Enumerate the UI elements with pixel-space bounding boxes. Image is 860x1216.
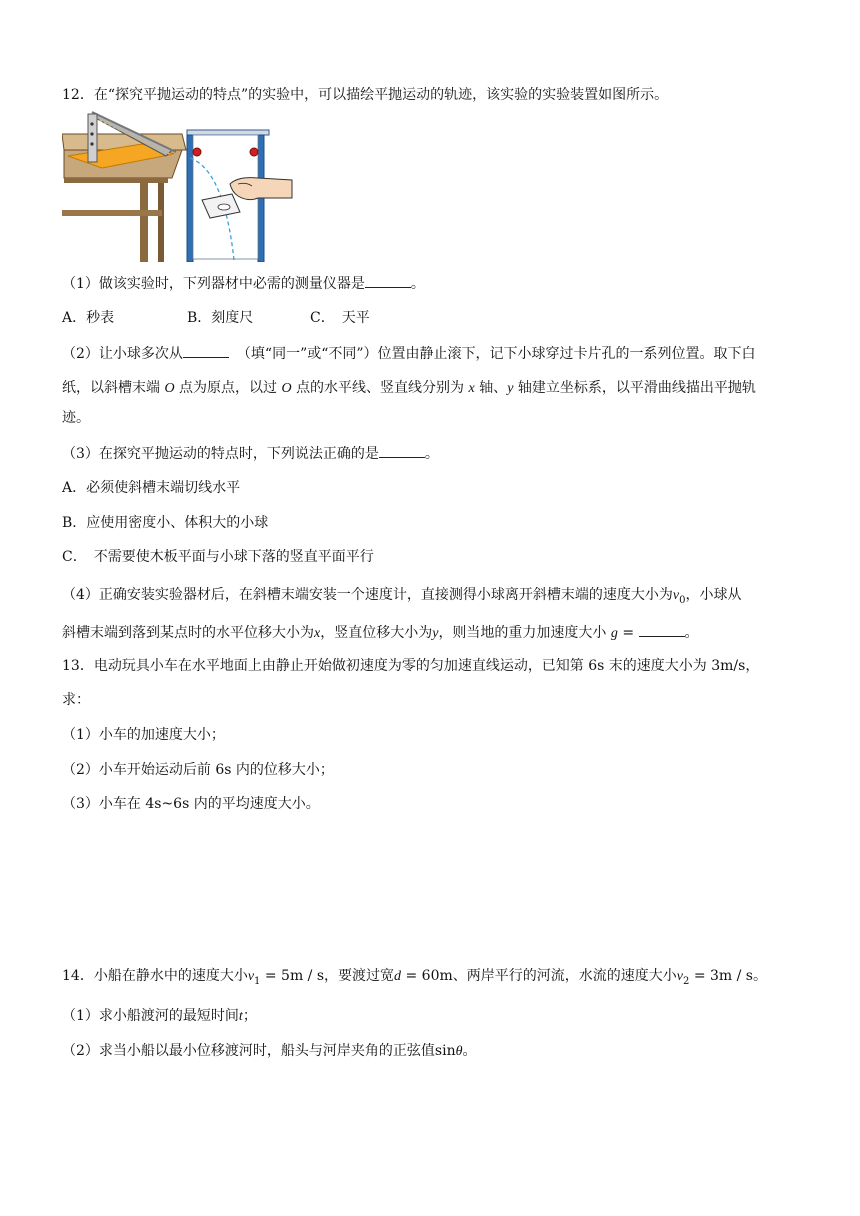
answer-blank[interactable] xyxy=(379,443,425,458)
q13-stem-line1: 13．电动玩具小车在水平地面上由静止开始做初速度为零的匀加速直线运动，已知第 6s 末的速度大小为 3m/s， xyxy=(62,658,760,674)
q12-p3-option-c: C． 不需要使木板平面与小球下落的竖直平面平行 xyxy=(62,549,374,565)
answer-blank[interactable] xyxy=(183,343,229,358)
q12-stem: 12．在“探究平抛运动的特点”的实验中，可以描绘平抛运动的轨迹，该实验的实验装置如图所示。 xyxy=(62,87,669,103)
q13-part3: （3）小车在 4s~6s 内的平均速度大小。 xyxy=(62,796,320,812)
q12-part2-line1: （2）让小球多次从 （填“同一”或“不同”）位置由静止滚下，记下小球穿过卡片孔的一系列位置。取下白 xyxy=(62,343,756,364)
apparatus-figure xyxy=(62,110,294,262)
q12-p1-option-b: B．刻度尺 xyxy=(187,310,254,326)
answer-blank[interactable] xyxy=(365,273,411,288)
q12-p1-option-c: C． 天平 xyxy=(310,310,370,326)
q12-part3: （3）在探究平抛运动的特点时，下列说法正确的是 。 xyxy=(62,443,439,464)
q12-part2-line3: 迹。 xyxy=(62,410,90,426)
q13-part2: （2）小车开始运动后前 6s 内的位移大小； xyxy=(62,762,334,778)
q12-p3-option-b: B．应使用密度小、体积大的小球 xyxy=(62,515,269,531)
q12-part2-line2: 纸，以斜槽末端 O 点为原点，以过 O 点的水平线、竖直线分别为 x 轴、y 轴建立坐标系，以平滑曲线描出平抛轨 xyxy=(62,380,756,396)
q13-part1: （1）小车的加速度大小； xyxy=(62,727,225,743)
q12-part4-line2: 斜槽末端到落到某点时的水平位移大小为x，竖直位移大小为y，则当地的重力加速度大小 g = 。 xyxy=(62,622,699,644)
q12-part4-line1: （4）正确安装实验器材后，在斜槽末端安装一个速度计，直接测得小球离开斜槽末端的速度大小为$v_0$，小球从 xyxy=(62,587,742,606)
q12-p1-option-a: A．秒表 xyxy=(62,310,115,326)
q12-p3-option-a: A．必须使斜槽末端切线水平 xyxy=(62,480,241,496)
q14-part1: （1）求小船渡河的最短时间t； xyxy=(62,1008,257,1024)
q14-part2: （2）求当小船以最小位移渡河时，船头与河岸夹角的正弦值sinθ。 xyxy=(62,1043,477,1059)
q12-part1: （1）做该实验时，下列器材中必需的测量仪器是 。 xyxy=(62,273,425,294)
answer-blank[interactable] xyxy=(639,622,685,637)
q14-stem: 14．小船在静水中的速度大小$v_1 = 5m / s$，要渡过宽d = 60m、两岸平行的河流，水流的速度大小$v_2 = 3m / s$。 xyxy=(62,968,767,987)
q13-stem-line2: 求： xyxy=(62,692,90,708)
